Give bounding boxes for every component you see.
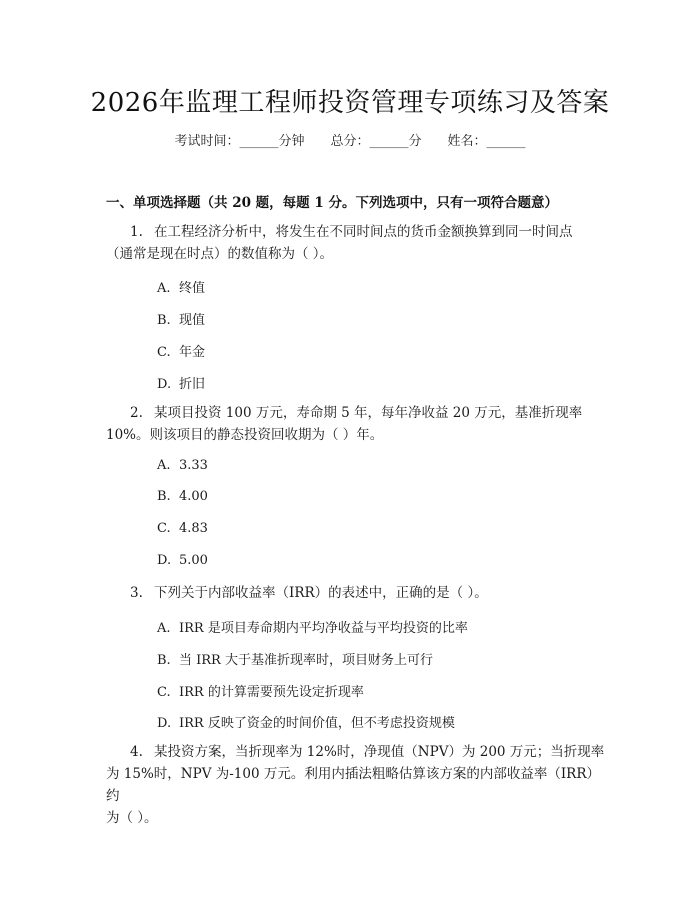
option-letter: B. <box>157 489 171 504</box>
option-letter: A. <box>157 458 171 473</box>
question-text: 某项目投资 100 万元，寿命期 5 年，每年净收益 20 万元，基准折现率 <box>154 405 583 421</box>
option-letter: C. <box>157 345 171 360</box>
option-1c <box>157 341 205 360</box>
question-4 <box>106 741 606 829</box>
option-text: 折旧 <box>179 377 206 392</box>
question-3 <box>106 582 606 604</box>
option-letter: C. <box>157 521 171 536</box>
option-3b <box>157 649 433 668</box>
question-text-continued: 为（ ）。 <box>106 810 158 826</box>
option-letter: B. <box>157 653 171 668</box>
question-number: 3. <box>130 585 143 601</box>
option-letter: A. <box>157 281 171 296</box>
option-2b <box>157 489 208 504</box>
exam-time-field: 考试时间：______分钟 <box>174 134 305 149</box>
section-heading: 一、单项选择题（共 20 题，每题 1 分。下列选项中，只有一项符合题意） <box>106 195 558 211</box>
question-text-continued: 10%。则该项目的静态投资回收期为（ ）年。 <box>106 427 384 443</box>
question-number: 4. <box>130 744 143 760</box>
question-text: 下列关于内部收益率（IRR）的表述中，正确的是（ ）。 <box>154 585 488 601</box>
exam-meta <box>0 130 700 149</box>
question-text: 某投资方案，当折现率为 12%时，净现值（NPV）为 200 万元；当折现率 <box>154 744 605 760</box>
option-letter: D. <box>157 716 172 731</box>
option-text: 终值 <box>179 281 206 296</box>
option-2d <box>157 553 208 568</box>
question-text-continued: （通常是现在时点）的数值称为（ ）。 <box>106 246 334 262</box>
question-1 <box>106 221 606 265</box>
option-text: 3.33 <box>179 458 208 473</box>
option-letter: A. <box>157 621 171 636</box>
option-text: 当 IRR 大于基准折现率时，项目财务上可行 <box>179 653 433 668</box>
page-title: 2026年监理工程师投资管理专项练习及答案 <box>90 88 610 118</box>
option-text: IRR 反映了资金的时间价值，但不考虑投资规模 <box>179 716 455 731</box>
option-letter: D. <box>157 553 172 568</box>
option-3a <box>157 617 468 636</box>
option-1b <box>157 309 205 328</box>
option-letter: B. <box>157 313 171 328</box>
option-3d <box>157 712 455 731</box>
option-text: 4.00 <box>179 489 208 504</box>
option-text: 现值 <box>179 313 206 328</box>
option-text: IRR 是项目寿命期内平均净收益与平均投资的比率 <box>179 621 468 636</box>
option-letter: C. <box>157 685 171 700</box>
option-3c <box>157 681 364 700</box>
total-score-field: 总分：______分 <box>330 134 422 149</box>
question-text: 在工程经济分析中，将发生在不同时间点的货币金额换算到同一时间点 <box>154 224 573 240</box>
option-2a <box>157 458 208 473</box>
option-1a <box>157 277 205 296</box>
option-text: 年金 <box>179 345 206 360</box>
question-text-continued: 为 15%时，NPV 为-100 万元。利用内插法粗略估算该方案的内部收益率（IRR）约 <box>106 766 601 804</box>
option-text: IRR 的计算需要预先设定折现率 <box>179 685 364 700</box>
option-2c <box>157 521 208 536</box>
option-text: 5.00 <box>179 553 208 568</box>
option-text: 4.83 <box>179 521 208 536</box>
option-letter: D. <box>157 377 172 392</box>
question-number: 2. <box>130 405 143 421</box>
question-2 <box>106 402 606 446</box>
question-number: 1. <box>130 224 143 240</box>
name-field: 姓名：______ <box>447 134 526 149</box>
option-1d <box>157 373 205 392</box>
